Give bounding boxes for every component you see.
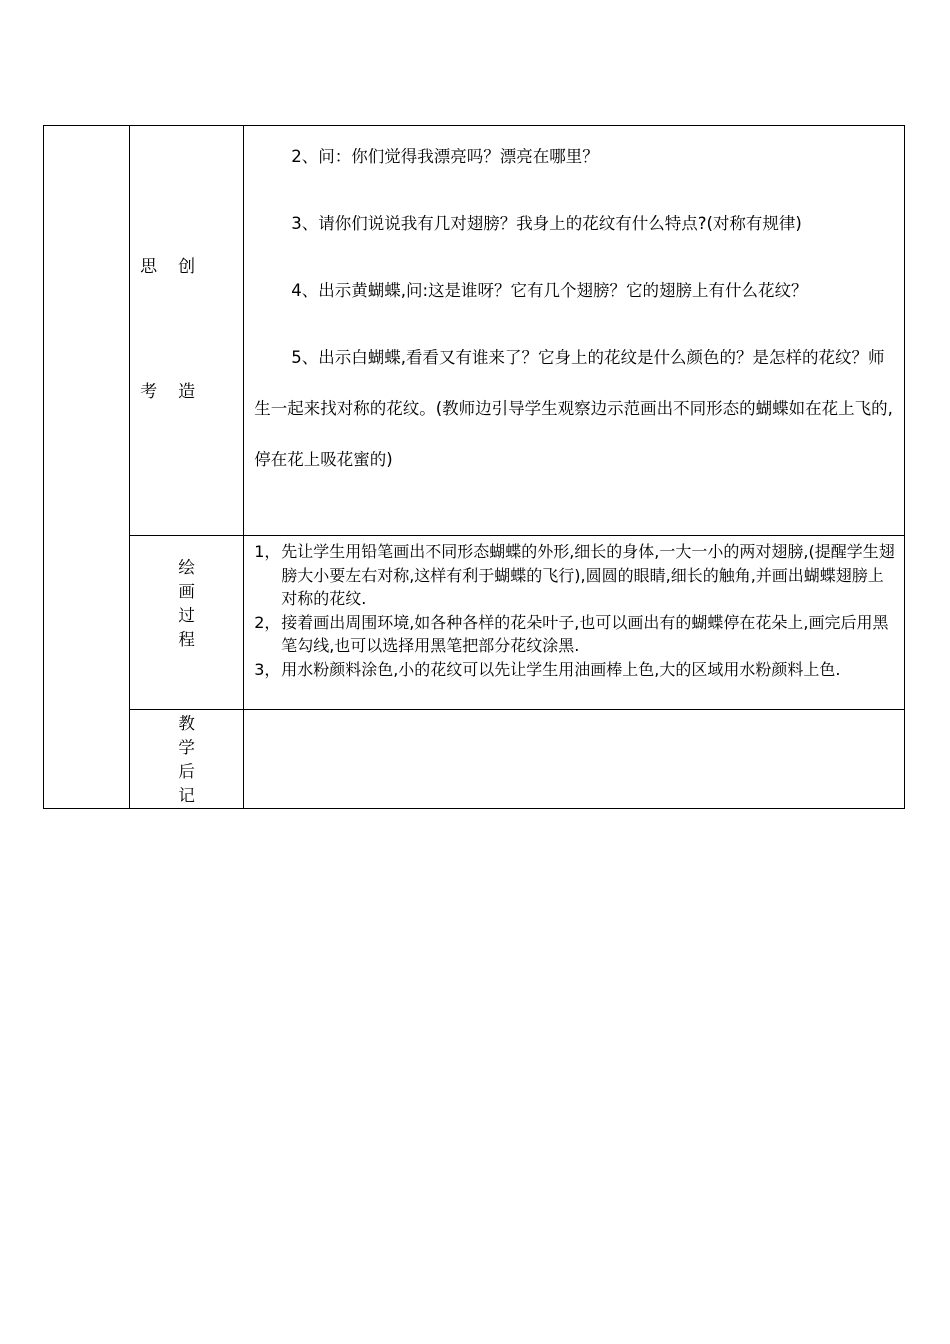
drawing-process-label-cell <box>130 536 244 710</box>
drawing-steps-list <box>254 540 896 681</box>
think-create-label-bottom: 考 造 <box>140 382 198 402</box>
question-item: 4、出示黄蝴蝶,问:这是谁呀？它有几个翅膀？它的翅膀上有什么花纹？ <box>291 281 808 300</box>
step-number: 1， <box>254 542 281 561</box>
think-create-label-cell <box>130 126 244 536</box>
step-text: 用水粉颜料涂色,小的花纹可以先让学生用油画棒上色,大的区域用水粉颜料上色. <box>281 659 841 679</box>
left-margin-cell <box>44 126 130 809</box>
label-char: 程 <box>178 630 195 649</box>
drawing-process-content-cell <box>244 536 905 710</box>
label-char: 后 <box>178 762 195 781</box>
label-char: 学 <box>178 738 195 757</box>
teaching-notes-label-cell <box>130 710 244 809</box>
step-text: 先让学生用铅笔画出不同形态蝴蝶的外形,细长的身体,一大一小的两对翅膀,(提醒学生翅膀大小要左右对称,这样有利于蝴蝶的飞行),圆圆的眼睛,细长的触角,并画出蝴蝶翅膀上对称的花纹. <box>281 542 895 608</box>
think-create-row <box>44 126 905 536</box>
drawing-step <box>254 540 896 611</box>
think-create-label-top: 思 创 <box>140 257 198 277</box>
label-char: 绘 <box>178 558 195 577</box>
label-char: 教 <box>178 714 195 733</box>
step-number: 3， <box>254 659 281 679</box>
teaching-notes-content-cell <box>244 710 905 809</box>
think-create-content-cell <box>244 126 905 536</box>
drawing-step <box>254 658 896 682</box>
label-char: 画 <box>178 582 195 601</box>
teaching-notes-row <box>44 710 905 809</box>
question-item: 3、请你们说说我有几对翅膀？我身上的花纹有什么特点?(对称有规律) <box>291 214 802 233</box>
step-number: 2， <box>254 612 281 632</box>
drawing-process-row <box>44 536 905 710</box>
question-item: 5、出示白蝴蝶,看看又有谁来了？它身上的花纹是什么颜色的？是怎样的花纹？师生一起来找对称的花纹。(教师边引导学生观察边示范画出不同形态的蝴蝶如在花上飞的,停在花上吸花蜜的) <box>254 348 893 469</box>
label-char: 过 <box>178 606 195 625</box>
drawing-step <box>254 611 896 658</box>
label-char: 记 <box>178 786 195 805</box>
lesson-plan-table <box>43 125 905 809</box>
question-item: 2、问：你们觉得我漂亮吗？漂亮在哪里？ <box>291 147 599 166</box>
step-text: 接着画出周围环境,如各种各样的花朵叶子,也可以画出有的蝴蝶停在花朵上,画完后用黑笔勾线,也可以选择用黑笔把部分花纹涂黑. <box>281 612 889 655</box>
